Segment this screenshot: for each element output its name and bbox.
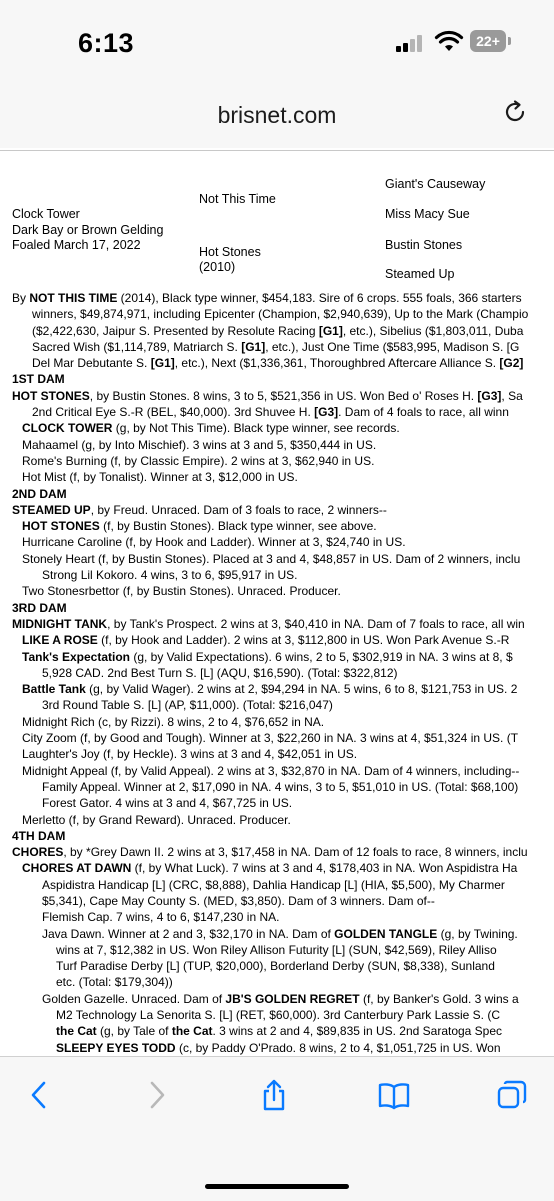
record-line: Tank's Expectation (g, by Valid Expectations). 6 wins, 2 to 5, $302,919 in NA. 3 wins at 8, $ [22, 649, 513, 664]
record-line: the Cat (g, by Tale of the Cat. 3 wins at 2 and 4, $89,835 in US. 2nd Saratoga Spec [56, 1024, 503, 1039]
record-line: Merletto (f, by Grand Reward). Unraced. Producer. [22, 812, 291, 827]
tabs-icon[interactable] [496, 1079, 528, 1111]
record-line: By NOT THIS TIME (2014), Black type winner, $454,183. Sire of 6 crops. 555 foals, 366 starters [12, 291, 522, 305]
sire-dam: Miss Macy Sue [385, 207, 470, 221]
horse-name: Clock Tower [12, 207, 80, 221]
dam-sire: Bustin Stones [385, 238, 463, 252]
record-line: LIKE A ROSE (f, by Hook and Ladder). 2 wins at 3, $112,800 in US. Won Park Avenue S.-R [22, 633, 510, 648]
reload-icon[interactable] [501, 98, 529, 126]
record-line: Rome's Burning (f, by Classic Empire). 2 wins at 3, $62,940 in US. [22, 453, 375, 468]
browser-toolbar [0, 1056, 554, 1201]
record-line: $5,341), Cape May County S. (MED, $3,850). Dam of 3 winners. Dam of-- [42, 893, 435, 908]
record-line: Strong Lil Kokoro. 4 wins, 3 to 6, $95,917 in US. [42, 568, 298, 583]
record-line: 3rd Round Table S. [L] (AP, $11,000). (Total: $216,047) [42, 698, 333, 713]
dam-name: Hot Stones [199, 245, 261, 259]
home-indicator [205, 1184, 349, 1189]
battery-icon: 22+ [470, 30, 506, 52]
record-line: Two Stonesrbettor (f, by Bustin Stones). Unraced. Producer. [22, 584, 341, 599]
dam-year: (2010) [199, 260, 236, 274]
record-line: Family Appeal. Winner at 2, $17,090 in NA. 4 wins, 3 to 5, $51,010 in US. (Total: $68,100) [42, 779, 519, 794]
record-line: City Zoom (f, by Good and Tough). Winner at 3, $22,260 in NA. 3 wins at 4, $51,324 in US. (T [22, 731, 519, 746]
record-line: CHORES, by *Grey Dawn II. 2 wins at 3, $17,458 in NA. Dam of 12 foals to race, 8 winners, inclu [12, 845, 528, 860]
horse-color-sex: Dark Bay or Brown Gelding [12, 223, 164, 237]
record-line: Flemish Cap. 7 wins, 4 to 6, $147,230 in NA. [42, 910, 280, 925]
wifi-icon [435, 30, 463, 52]
record-line: Golden Gazelle. Unraced. Dam of JB'S GOLDEN REGRET (f, by Banker's Gold. 3 wins a [42, 991, 519, 1006]
record-line: Mahaamel (g, by Into Mischief). 3 wins at 3 and 5, $350,444 in US. [22, 437, 377, 452]
share-icon[interactable] [258, 1079, 290, 1111]
cellular-signal-icon [396, 34, 428, 52]
record-line: CHORES AT DAWN (f, by What Luck). 7 wins at 3 and 4, $178,403 in NA. Won Aspidistra Ha [22, 861, 518, 876]
record-line: ($2,422,630, Jaipur S. Presented by Resolute Racing [G1], etc.), Sibelius ($1,803,011, Duba [32, 323, 524, 338]
record-line: Aspidistra Handicap [L] (CRC, $8,888), Dahlia Handicap [L] (HIA, $5,500), My Charmer [42, 877, 505, 892]
page-divider [0, 150, 554, 151]
record-line: etc. (Total: $179,304)) [56, 975, 173, 990]
section-heading: 4TH DAM [12, 828, 66, 843]
record-line: CLOCK TOWER (g, by Not This Time). Black type winner, see records. [22, 421, 400, 436]
record-line: SLEEPY EYES TODD (c, by Paddy O'Prado. 8 wins, 2 to 4, $1,051,725 in US. Won [56, 1040, 501, 1055]
horse-foaled: Foaled March 17, 2022 [12, 238, 141, 252]
bookmarks-icon[interactable] [378, 1079, 410, 1111]
status-bar [0, 0, 554, 78]
record-line: Hot Mist (f, by Tonalist). Winner at 3, $12,000 in US. [22, 470, 298, 485]
record-line: Turf Paradise Derby [L] (TUP, $20,000), Borderland Derby (SUN, $8,338), Sunland [56, 959, 495, 974]
record-line: Del Mar Debutante S. [G1], etc.), Next ($1,336,361, Thoroughbred Aftercare Alliance S. [G2] [32, 356, 524, 371]
sire-sire: Giant's Causeway [385, 177, 486, 191]
record-line: 2nd Critical Eye S.-R (BEL, $40,000). 3rd Shuvee H. [G3]. Dam of 4 foals to race, all winn [32, 405, 509, 420]
record-line: Battle Tank (g, by Valid Wager). 2 wins at 2, $94,294 in NA. 5 wins, 6 to 8, $121,753 in US. 2 [22, 682, 518, 697]
section-heading: 3RD DAM [12, 600, 67, 615]
record-line: Stonely Heart (f, by Bustin Stones). Placed at 3 and 4, $48,857 in US. Dam of 2 winners, inclu [22, 551, 521, 566]
record-line: Forest Gator. 4 wins at 3 and 4, $67,725 in US. [42, 796, 293, 811]
dam-dam: Steamed Up [385, 267, 455, 281]
record-line: Midnight Appeal (f, by Valid Appeal). 2 wins at 3, $32,870 in NA. Dam of 4 winners, including-- [22, 763, 520, 778]
record-line: Laughter's Joy (f, by Heckle). 3 wins at 3 and 4, $42,051 in US. [22, 747, 358, 762]
record-line: STEAMED UP, by Freud. Unraced. Dam of 3 foals to race, 2 winners-- [12, 502, 387, 517]
forward-icon[interactable] [140, 1079, 172, 1111]
pedigree-records [0, 290, 554, 1137]
section-heading: 1ST DAM [12, 372, 65, 387]
url-text[interactable]: brisnet.com [217, 102, 337, 128]
record-line: Sacred Wish ($1,114,789, Matriarch S. [G1], etc.), Just One Time ($583,995, Madison S. [G [32, 339, 520, 354]
record-line: wins at 7, $12,382 in US. Won Riley Allison Futurity [L] (SUN, $42,569), Riley Alliso [56, 942, 497, 957]
battery-nub [508, 37, 511, 45]
back-icon[interactable] [24, 1079, 56, 1111]
address-bar[interactable] [0, 78, 554, 148]
record-line: HOT STONES, by Bustin Stones. 8 wins, 3 to 5, $521,356 in US. Won Bed o' Roses H. [G3], Sa [12, 388, 523, 403]
record-line: Java Dawn. Winner at 2 and 3, $32,170 in NA. Dam of GOLDEN TANGLE (g, by Twining. [42, 926, 518, 941]
record-line: MIDNIGHT TANK, by Tank's Prospect. 2 wins at 3, $40,410 in NA. Dam of 7 foals to race, all win [12, 616, 525, 631]
record-line: HOT STONES (f, by Bustin Stones). Black type winner, see above. [22, 519, 377, 534]
record-line: M2 Technology La Senorita S. [L] (RET, $60,000). 3rd Canterbury Park Lassie S. (C [56, 1008, 500, 1023]
record-line: 5,928 CAD. 2nd Best Turn S. [L] (AQU, $16,590). (Total: $322,812) [42, 665, 398, 680]
record-line: winners, $49,874,971, including Epicenter (Champion, $2,940,639), Up to the Mark (Champio [32, 307, 529, 322]
section-heading: 2ND DAM [12, 486, 67, 501]
record-line: Hurricane Caroline (f, by Hook and Ladder). Winner at 3, $24,740 in US. [22, 535, 406, 550]
sire-name: Not This Time [199, 192, 276, 206]
pedigree-page [0, 152, 554, 1056]
status-time: 6:13 [78, 28, 135, 58]
record-line: Midnight Rich (c, by Rizzi). 8 wins, 2 to 4, $76,652 in NA. [22, 714, 325, 729]
